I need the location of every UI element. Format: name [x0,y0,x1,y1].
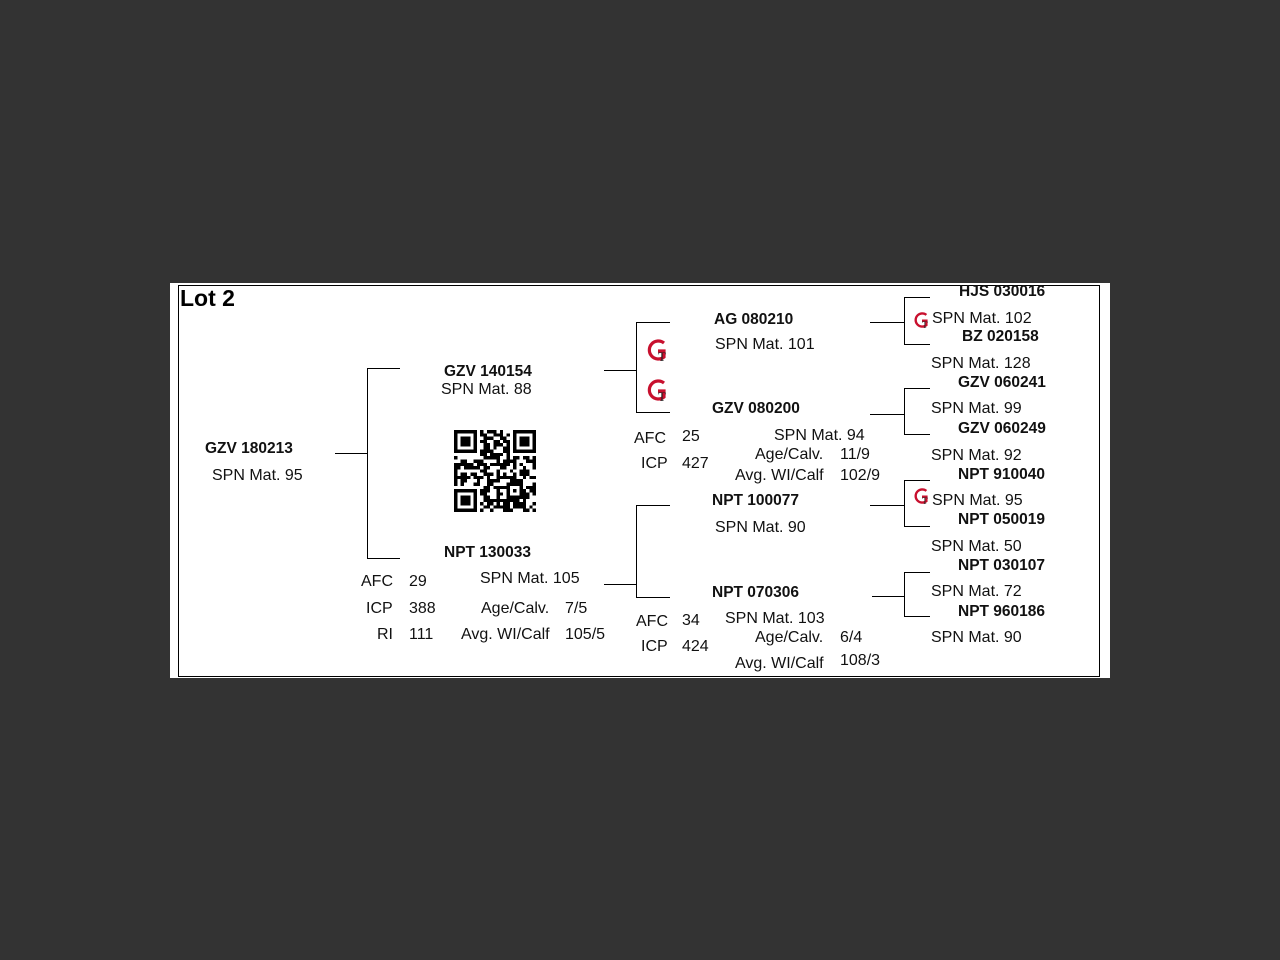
dam-dam-reg: NPT 070306 [712,584,800,601]
svg-text:T: T [658,389,666,404]
connector-line [904,297,905,344]
svg-text:T: T [922,497,928,507]
connector-line [904,388,930,389]
dam-ri-value: 111 [409,626,434,643]
connector-line [870,505,904,506]
gen4-reg-8: NPT 960186 [958,603,1046,620]
sire-dam-wi-label: Avg. WI/Calf [735,467,824,484]
connector-line [904,344,930,345]
dam-age-label: Age/Calv. [481,600,550,617]
connector-line [872,596,904,597]
connector-line [604,584,636,585]
connector-line [636,322,670,323]
connector-line [904,572,905,616]
connector-line [904,480,905,526]
connector-line [604,370,636,371]
dam-icp-value: 388 [409,600,436,617]
connector-line [904,388,905,434]
dam-age-value: 7/5 [565,600,588,617]
dam-dam-icp-label: ICP [641,638,668,655]
connector-line [904,526,930,527]
subject-reg: GZV 180213 [205,440,293,457]
gen4-spn-5: SPN Mat. 95 [932,492,1023,509]
dam-dam-spn: SPN Mat. 103 [725,610,825,627]
dam-wi-label: Avg. WI/Calf [461,626,550,643]
gen4-reg-6: NPT 050019 [958,511,1046,528]
dam-dam-wi-value: 108/3 [840,652,881,669]
sire-dam-afc-value: 25 [682,428,700,445]
connector-line [904,480,930,481]
sire-sire-reg: AG 080210 [714,311,794,328]
connector-line [636,505,637,597]
connector-line [367,368,400,369]
dam-dam-icp-value: 424 [682,638,709,655]
connector-line [904,572,930,573]
lot-title: Lot 2 [180,285,235,311]
gen4-spn-4: SPN Mat. 92 [931,447,1022,464]
dam-dam-afc-value: 34 [682,612,700,629]
connector-line [904,434,930,435]
sire-dam-spn: SPN Mat. 94 [774,427,865,444]
gen4-reg-5: NPT 910040 [958,466,1046,483]
svg-text:T: T [922,321,928,331]
gt-logo-icon [645,375,671,405]
gen4-spn-2: SPN Mat. 128 [931,355,1031,372]
gen4-reg-3: GZV 060241 [958,374,1046,391]
gt-logo-icon [912,309,932,331]
sire-dam-afc-label: AFC [634,430,666,447]
pedigree-sheet [170,283,1110,678]
dam-ri-label: RI [377,626,393,643]
connector-line [335,453,367,454]
dam-dam-age-label: Age/Calv. [755,629,824,646]
dam-wi-value: 105/5 [565,626,606,643]
gen4-reg-7: NPT 030107 [958,557,1046,574]
gen4-spn-7: SPN Mat. 72 [931,583,1022,600]
dam-afc-label: AFC [361,573,393,590]
dam-sire-spn: SPN Mat. 90 [715,519,806,536]
sire-dam-wi-value: 102/9 [840,467,881,484]
gt-logo-icon [912,485,932,507]
sire-spn: SPN Mat. 88 [441,381,532,398]
gen4-spn-1: SPN Mat. 102 [932,310,1032,327]
gen4-reg-4: GZV 060249 [958,420,1046,437]
gen4-spn-8: SPN Mat. 90 [931,629,1022,646]
connector-line [904,297,930,298]
sire-sire-spn: SPN Mat. 101 [715,336,815,353]
dam-reg: NPT 130033 [444,544,532,561]
dam-spn: SPN Mat. 105 [480,570,580,587]
subject-spn: SPN Mat. 95 [212,467,303,484]
connector-line [870,322,904,323]
sire-dam-icp-value: 427 [682,455,709,472]
dam-sire-reg: NPT 100077 [712,492,800,509]
connector-line [367,368,368,558]
connector-line [636,505,670,506]
qr-code-icon [454,430,536,512]
sire-dam-reg: GZV 080200 [712,400,800,417]
dam-afc-value: 29 [409,573,427,590]
sire-dam-age-label: Age/Calv. [755,446,824,463]
gen4-spn-3: SPN Mat. 99 [931,400,1022,417]
gen4-reg-1: HJS 030016 [959,283,1046,300]
dam-icp-label: ICP [366,600,393,617]
svg-text:T: T [658,349,666,364]
sire-reg: GZV 140154 [444,363,532,380]
gen4-spn-6: SPN Mat. 50 [931,538,1022,555]
connector-line [636,597,670,598]
sire-dam-icp-label: ICP [641,455,668,472]
connector-line [904,616,930,617]
dam-dam-afc-label: AFC [636,613,668,630]
connector-line [636,412,670,413]
gen4-reg-2: BZ 020158 [962,328,1039,345]
sire-dam-age-value: 11/9 [840,446,870,463]
connector-line [367,558,400,559]
connector-line [636,322,637,412]
dam-dam-wi-label: Avg. WI/Calf [735,655,824,672]
dam-dam-age-value: 6/4 [840,629,863,646]
connector-line [870,414,904,415]
gt-logo-icon [645,335,671,365]
